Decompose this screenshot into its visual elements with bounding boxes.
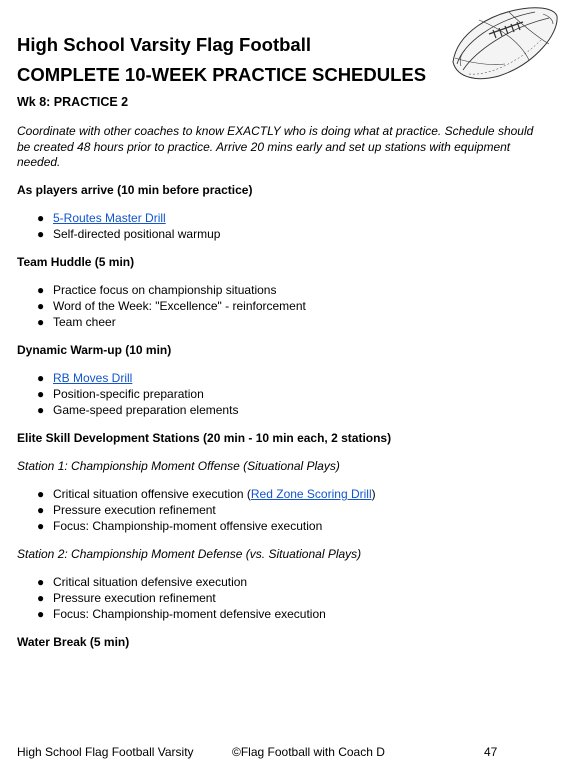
station1-heading: Station 1: Championship Moment Offense (Situational Plays)	[17, 459, 340, 473]
list-item-text: Word of the Week: "Excellence" - reinforcement	[53, 299, 306, 313]
list-item	[37, 518, 547, 534]
page-number: 47	[484, 745, 498, 759]
section-heading-huddle: Team Huddle (5 min)	[17, 255, 135, 269]
list-item	[37, 590, 547, 606]
station2-heading: Station 2: Championship Moment Defense (vs. Situational Plays)	[17, 547, 362, 561]
list-item	[37, 298, 547, 314]
arrival-list	[17, 210, 547, 242]
station1-list	[17, 486, 547, 534]
bullet-icon: ●	[37, 283, 45, 297]
section-heading-stations: Elite Skill Development Stations (20 min - 10 min each, 2 stations)	[17, 431, 392, 445]
bullet-icon: ●	[37, 211, 45, 225]
bullet-icon: ●	[37, 227, 45, 241]
list-item	[37, 314, 547, 330]
huddle-list	[17, 282, 547, 330]
schedule-content	[17, 182, 547, 650]
football-icon	[449, 4, 561, 84]
list-item-text: Game-speed preparation elements	[53, 403, 239, 417]
list-item	[37, 574, 547, 590]
list-item-text: )	[371, 487, 376, 501]
document-subtitle: COMPLETE 10-WEEK PRACTICE SCHEDULES	[17, 64, 427, 85]
list-item-text: Pressure execution refinement	[53, 503, 216, 517]
bullet-icon: ●	[37, 591, 45, 605]
list-item-text: Position-specific preparation	[53, 387, 204, 401]
rb-moves-drill-link[interactable]: RB Moves Drill	[53, 371, 133, 385]
bullet-icon: ●	[37, 315, 45, 329]
footer-copyright: ©Flag Football with Coach D	[232, 745, 385, 759]
bullet-icon: ●	[37, 487, 45, 501]
list-item	[37, 502, 547, 518]
section-heading-water-break: Water Break (5 min)	[17, 635, 130, 649]
section-heading-arrival: As players arrive (10 min before practice)	[17, 183, 253, 197]
list-item	[37, 226, 547, 242]
list-item-text: Critical situation offensive execution (	[53, 487, 251, 501]
footer-left: High School Flag Football Varsity	[17, 745, 194, 759]
list-item	[37, 370, 547, 386]
list-item-text: Self-directed positional warmup	[53, 227, 221, 241]
bullet-icon: ●	[37, 503, 45, 517]
bullet-icon: ●	[37, 387, 45, 401]
list-item-text: Pressure execution refinement	[53, 591, 216, 605]
section-heading-warmup: Dynamic Warm-up (10 min)	[17, 343, 172, 357]
list-item-text: Focus: Championship-moment defensive execution	[53, 607, 326, 621]
list-item	[37, 210, 547, 226]
list-item	[37, 606, 547, 622]
list-item-text: Critical situation defensive execution	[53, 575, 248, 589]
red-zone-scoring-drill-link[interactable]: Red Zone Scoring Drill	[250, 487, 372, 501]
list-item-text: Practice focus on championship situations	[53, 283, 277, 297]
bullet-icon: ●	[37, 519, 45, 533]
list-item-text: Focus: Championship-moment offensive execution	[53, 519, 323, 533]
list-item	[37, 386, 547, 402]
list-item	[37, 282, 547, 298]
document-title: High School Varsity Flag Football	[17, 34, 311, 55]
warmup-list	[17, 370, 547, 418]
bullet-icon: ●	[37, 371, 45, 385]
bullet-icon: ●	[37, 403, 45, 417]
station2-list	[17, 574, 547, 622]
list-item-text: Team cheer	[53, 315, 116, 329]
bullet-icon: ●	[37, 299, 45, 313]
bullet-icon: ●	[37, 575, 45, 589]
list-item	[37, 402, 547, 418]
list-item	[37, 486, 547, 502]
intro-paragraph: Coordinate with other coaches to know EXACTLY who is doing what at practice. Schedule should be created 48 hours prior to practice. Arrive 20 mins early and set up stations with equipment needed.	[17, 124, 534, 169]
routes-master-drill-link[interactable]: 5-Routes Master Drill	[53, 211, 166, 225]
week-label: Wk 8: PRACTICE 2	[17, 95, 129, 109]
bullet-icon: ●	[37, 607, 45, 621]
